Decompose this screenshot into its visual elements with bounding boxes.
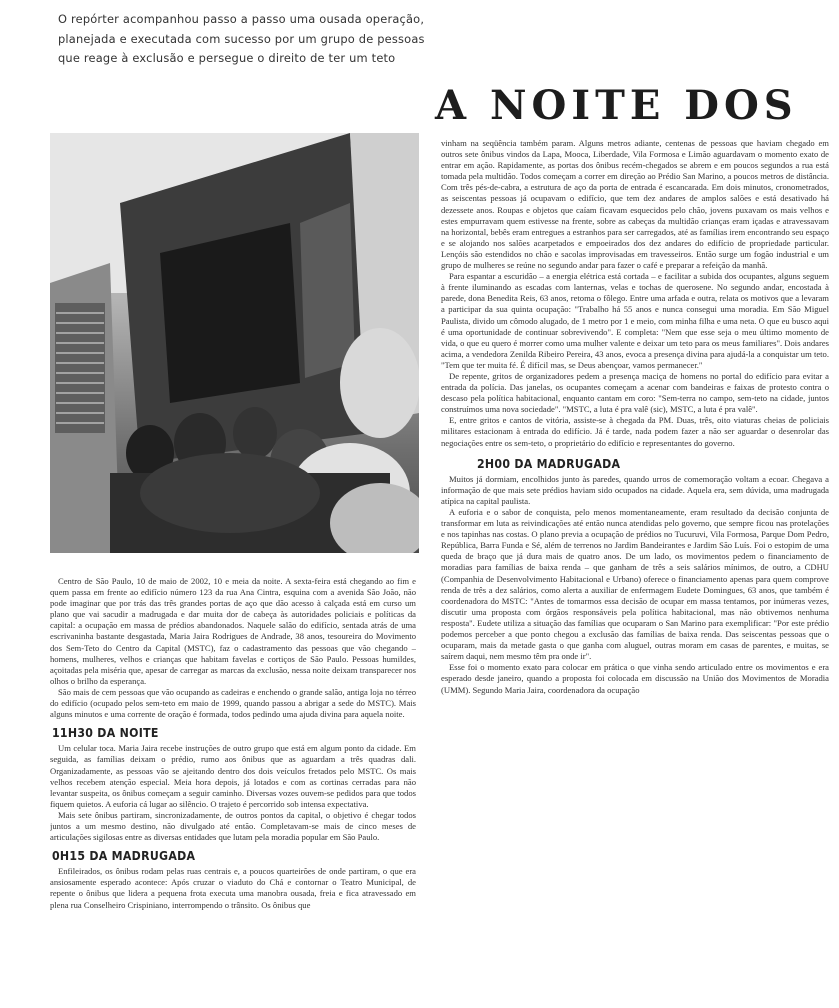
article-deck [58, 10, 425, 69]
left-column [50, 576, 416, 1006]
paragraph: São mais de cem pessoas que vão ocupando as cadeiras e enchendo o grande salão, antiga loja no térreo do edifício (ocupado pelos sem-teto em maio de 1999, quando passou a abrigar a sede do MSTC). Mais alguns minutos e uma corrente de oração é formada, todos pedindo uma ajuda divina para aquela noite. [50, 686, 416, 720]
paragraph: Centro de São Paulo, 10 de maio de 2002, 10 e meia da noite. A sexta-feira está chegando ao fim e quem passa em frente ao edifício número 123 da rua Ana Cintra, esquina com a avenida São João, não pode imaginar que por trás das três grandes portas de aço que dão acesso à calçada está em curso um plano que vai sacudir a madrugada e dar muita dor de cabeça às autoridades policiais e políticas da capital: a ocupação em massa de prédios abandonados. Naquele salão do edifício, sentada atrás de uma escrivaninha bastante desgastada, Maria Jaira Rodrigues de Andrade, 38 anos, tesoureira do Movimento dos Sem-Teto do Centro da Capital (MSTC), faz o cadastramento das pessoas que vão chegando – homens, mulheres, velhos e crianças que habitam favelas e cortiços de São Paulo. Pessoas humildes, açoitadas pela miséria que, apesar de carregar as marcas da exclusão, nessa noite deixam transparecer nos olhos o brilho da esperança. [50, 576, 416, 686]
paragraph: Enfileirados, os ônibus rodam pelas ruas centrais e, a poucos quarteirões de onde partiram, o que era ansiosamente esperado acontece: Após cruzar o viaduto do Chá e contornar o Teatro Municipal, de repente o ônibus que lidera a pequena frota executa uma manobra ousada, freia e fica atravessado em plena rua Conselheiro Crispiniano, interrompendo o trânsito. Os ônibus que [50, 866, 416, 910]
paragraph: Muitos já dormiam, encolhidos junto às paredes, quando urros de comemoração voltam a ecoar. Chegava a informação de que mais sete prédios haviam sido ocupados na cidade. Aquela era, sem dúvida, uma madrugada atípica na capital paulista. [441, 473, 829, 506]
paragraph: Um celular toca. Maria Jaira recebe instruções de outro grupo que está em algum ponto da cidade. Em seguida, as famílias deixam o prédio, rumo aos ônibus que as aguardam a três quadras dali. Organizadamente, as pessoas vão se ajeitando dentro dos dois veículos fretados pelo MSTC. Os mais velhos recebem atenção especial. Meia hora depois, já lotados e com as cortinas cerradas para não levantar suspeita, os ônibus começam a seguir caminho. Diversas vozes ouvem-se pedidos para que todos fiquem quietos. A euforia cá lugar ao silêncio. O trajeto é percorrido sob intensa expectativa. [50, 743, 416, 809]
paragraph: E, entre gritos e cantos de vitória, assiste-se à chegada da PM. Duas, três, oito viaturas cheias de policiais militares estacionam à entrada do edifício. Já é tarde, nada podem fazer a não ser aguardar o desenrolar das negociações entre os sem-teto, o proprietário do edifício e representantes do governo. [441, 415, 829, 448]
paragraph: vinham na seqüência também param. Alguns metros adiante, centenas de pessoas que haviam chegado em outros sete ônibus vindos da Lapa, Mooca, Liberdade, Vila Formosa e Limão aguardavam o momento exato de entrar em ação. Rapidamente, as portas dos ônibus recém-chegados se abrem e em poucos segundos a rua está tomada pela multidão. Todos começam a correr em direção ao Prédio San Marino, a poucos metros de distância. Com três pés-de-cabra, a estrutura de aço da porta de entrada é escancarada. Em dois minutos, cronometrados, as seiscentas pessoas já ocupavam o edifício, que tem dez andares de amplos salões e está desativado há dezessete anos. Roupas e objetos que caíam ficavam esquecidos pelo chão, jovens puxavam os mais velhos e estes empurravam quem estivesse na frente, sobre as cabeças da multidão crianças eram içadas e atravessavam na horizontal, bebês eram entregues a estranhos para ser carregados, até as famílias irem encontrando seu espaço e se alojando nos salões acarpetados e empoeirados dos dez andares do edifício de propriedade particular. Lençóis são estendidos no chão e sacolas improvisadas em travesseiros. Então surge um fogão industrial e um grupo de mulheres se reúne no segundo andar para fazer o café e preparar a refeição da manhã. [441, 138, 829, 271]
paragraph: A euforia e o sabor de conquista, pelo menos momentaneamente, eram resultado da decisão conjunta de transformar em luta as reivindicações até então nunca atendidas pelo governo, que sempre ficou nas protelações e nos tapinhas nas costas. O plano previa a ocupação de prédios no Tucuruvi, Vila Formosa, Parque Dom Pedro, República, Barra Funda e Sé, além de terrenos no Jardim Bandeirantes e Jardim São Luís. Foi o estopim de uma queda de braço que já dura mais de quatro anos. De um lado, os movimentos pedem o financiamento de moradias para famílias de baixa renda – que ganham de três a seis salários mínimos, de outro, a CDHU (Companhia de Desenvolvimento Habitacional e Urbano) oferece o financiamento apenas para quem comprove renda de três a dez salários, como alerta a auxiliar de enfermagem Eudete Domingues, 63 anos, que também é coordenadora do MSTC: "Antes de tomarmos essa decisão de ocupar em massa tentamos, por inúmeras vezes, discutir uma proposta com órgãos responsáveis pela política habitacional, mas não obtivemos nenhuma resposta". Eudete utiliza a situação das famílias que ocuparam o San Marino para exemplificar: "Por este prédio podemos perceber a que ponto chegou a exclusão das famílias de baixa renda. Das seiscentas pessoas que o ocuparam, mais da metade gasta o que ganha com aluguel, outras moram em casas de parentes, e muitas, se saírem daqui, nem mesmo têm pra onde ir". [441, 507, 829, 662]
right-column [441, 138, 829, 1006]
photo-illustration [50, 133, 419, 553]
article-photo [50, 133, 419, 553]
deck-line-2: planejada e executada com sucesso por um grupo de pessoas [58, 31, 425, 46]
paragraph: Mais sete ônibus partiram, sincronizadamente, de outros pontos da capital, o objetivo é chegar todos juntos a um mesmo destino, não divulgado até então. Completavam-se mais de cinco meses de articulações sigilosas entre as diversas entidades que lutam pela moradia popular em São Paulo. [50, 809, 416, 843]
deck-line-1: O repórter acompanhou passo a passo uma ousada operação, [58, 12, 425, 26]
paragraph: Esse foi o momento exato para colocar em prática o que vinha sendo articulado entre os movimentos e era esperado desde janeiro, quando a proposta foi colocada em discussão na União dos Movimentos de Moradia (UMM). Segundo Maria Jaira, coordenadora da ocupação [441, 662, 829, 695]
subheading-1130: 11H30 DA NOITE [52, 726, 159, 741]
paragraph: Para espantar a escuridão – a energia elétrica está cortada – e facilitar a subida dos ocupantes, alguns seguem à frente iluminando as escadas com lanternas, velas e tochas de querosene. No segundo andar, encostada à parede, dona Benedita Reis, 63 anos, retoma o fôlego. Entre uma arfada e outra, relata os motivos que a levaram a participar da sua quinta ocupação: "Trabalho há 55 anos e nunca consegui uma moradia. Em São Miguel Paulista, divido um cômodo alugado, de 1 metro por 1 e meio, com minha filha e uma neta. O que eu busco aqui é uma oportunidade de continuar sobrevivendo". E completa: "Nem que esse seja o meu último momento de vida, o que eu quero é morrer como uma mulher valente e deixar um teto para os meus familiares". Dois andares acima, a vendedora Zenilda Ribeiro Pereira, 43 anos, evoca a presença divina para ajudá-la a conquistar um teto. "Tem que ter muita fé. É difícil mas, se Deus abençoar, vamos permanecer." [441, 271, 829, 370]
subheading-0015: 0H15 DA MADRUGADA [52, 849, 196, 864]
subheading-0200: 2H00 DA MADRUGADA [477, 456, 621, 471]
article-headline: A NOITE DOS [435, 82, 798, 129]
paragraph: De repente, gritos de organizadores pedem a presença maciça de homens no portal do edifício para evitar a entrada da polícia. Das janelas, os ocupantes começam a acenar com bandeiras e faixas de protesto contra o descaso pela política habitacional, enquanto cantam em coro: "Sem-terra no campo, sem-teto na cidade, juntos construímos uma nova sociedade". "MSTC, a luta é pra valê (sic), MSTC, a luta é pra valê". [441, 370, 829, 415]
deck-line-3: que reage à exclusão e persegue o direito de ter um teto [58, 51, 396, 65]
